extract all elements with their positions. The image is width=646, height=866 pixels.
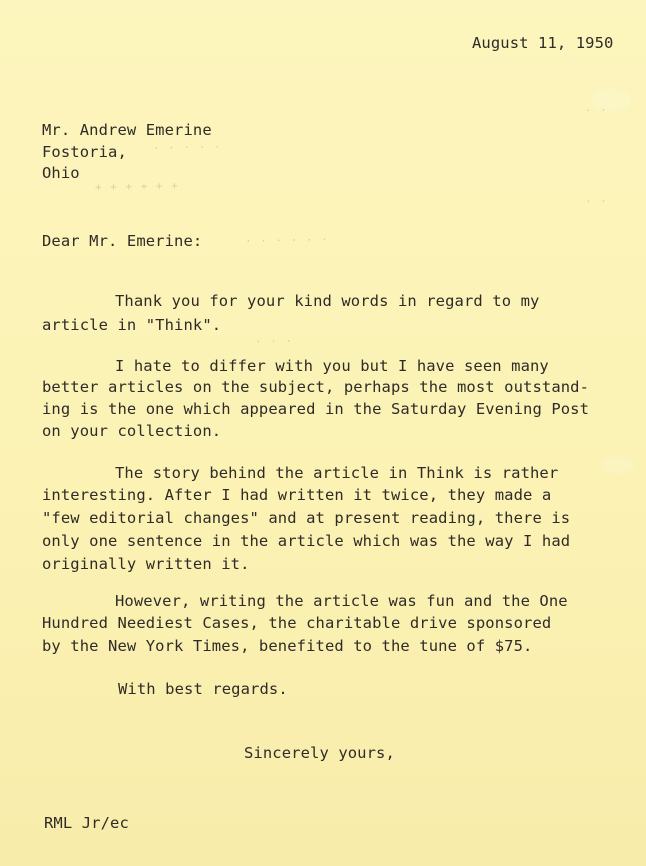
typist-initials: RML Jr/ec <box>44 814 129 832</box>
paragraph-line: ing is the one which appeared in the Saturday Evening Post <box>42 400 590 418</box>
ghost-typewriter-marks: · · · · · · <box>244 233 329 248</box>
paragraph-line: interesting. After I had written it twice, they made a <box>42 486 552 504</box>
paragraph-line: only one sentence in the article which was the way I had <box>42 532 571 550</box>
paragraph-line: Hundred Neediest Cases, the charitable drive sponsored <box>42 614 552 632</box>
paragraph-line: However, writing the article was fun and the One <box>115 592 568 610</box>
letter-date: August 11, 1950 <box>472 34 614 52</box>
paragraph-line: The story behind the article in Think is rather <box>115 464 559 482</box>
paragraph-line: article in "Think". <box>42 316 222 334</box>
ghost-typewriter-marks: · · · · · <box>152 140 222 155</box>
regards-line: With best regards. <box>118 680 288 698</box>
ghost-typewriter-marks: · · <box>584 194 608 209</box>
paragraph-line: Thank you for your kind words in regard to my <box>115 292 540 310</box>
ghost-typewriter-marks: + + + + + + <box>94 179 179 194</box>
paragraph-line: on your collection. <box>42 422 222 440</box>
recipient-name: Mr. Andrew Emerine <box>42 121 212 139</box>
recipient-state: Ohio <box>42 164 80 182</box>
paragraph-line: "few editorial changes" and at present reading, there is <box>42 509 571 527</box>
paragraph-line: originally written it. <box>42 555 250 573</box>
paragraph-line: better articles on the subject, perhaps the most outstand- <box>42 378 590 396</box>
ghost-typewriter-marks: · · · <box>254 334 294 349</box>
salutation: Dear Mr. Emerine: <box>42 232 203 250</box>
recipient-city: Fostoria, <box>42 143 127 161</box>
ghost-typewriter-marks: · · <box>584 103 608 118</box>
paragraph-line: by the New York Times, benefited to the tune of $75. <box>42 637 533 655</box>
closing-line: Sincerely yours, <box>244 744 395 762</box>
paragraph-line: I hate to differ with you but I have seen many <box>115 357 549 375</box>
paper-smudge <box>600 455 636 475</box>
